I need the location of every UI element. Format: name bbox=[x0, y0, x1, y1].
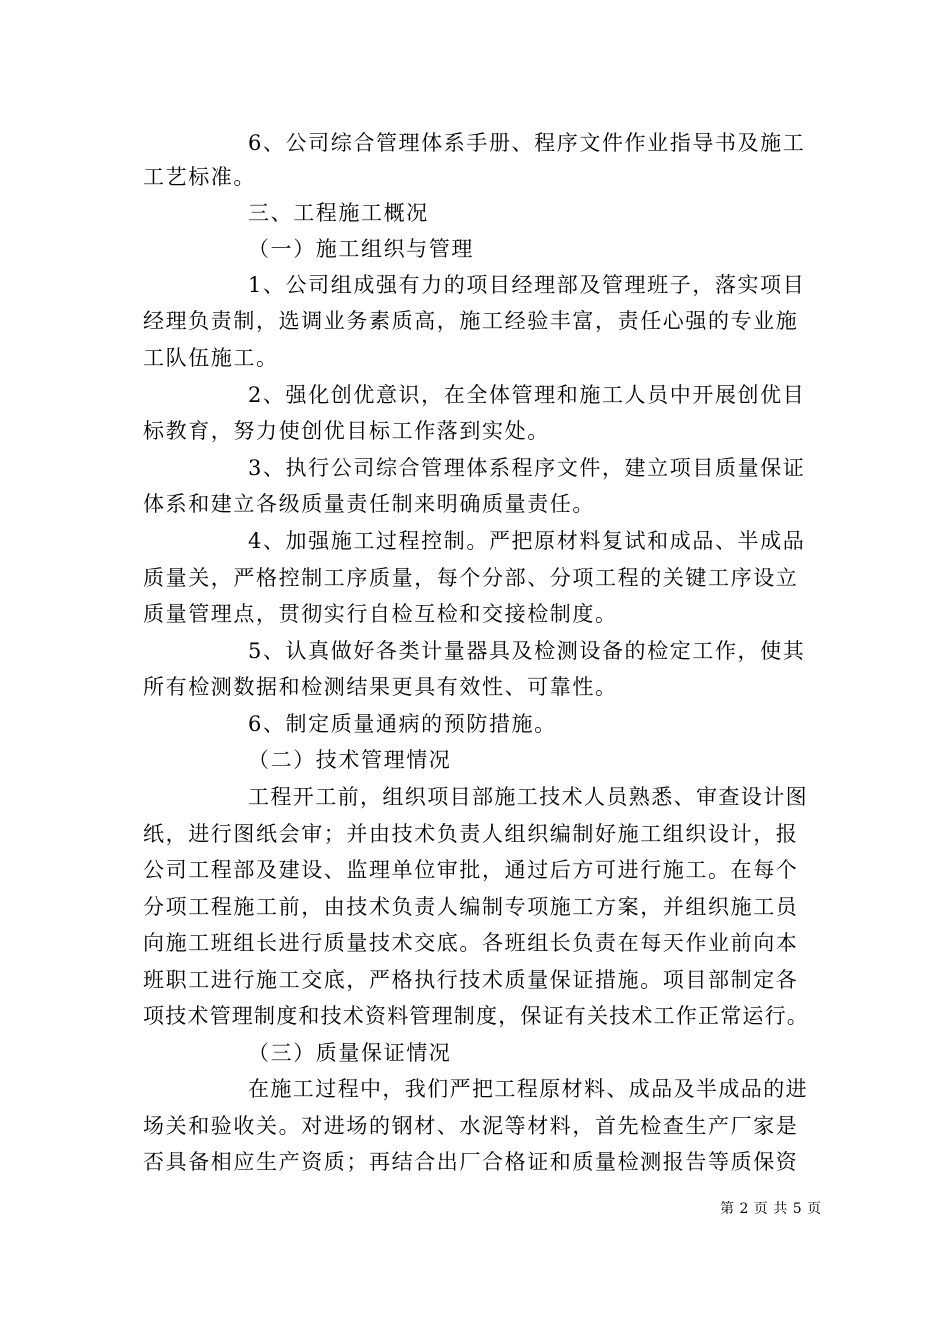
text-line: 4、加强施工过程控制。严把原材料复试和成品、半成品 bbox=[248, 529, 806, 553]
text-line: 工队伍施工。 bbox=[143, 346, 279, 370]
text-line: 公司工程部及建设、监理单位审批，通过后方可进行施工。在每个 bbox=[143, 858, 799, 882]
text-line: 场关和验收关。对进场的钢材、水泥等材料，首先检查生产厂家是 bbox=[143, 1114, 799, 1138]
text-line: 班职工进行施工交底，严格执行技术质量保证措施。项目部制定各 bbox=[143, 968, 799, 992]
text-line: 否具备相应生产资质；再结合出厂合格证和质量检测报告等质保资 bbox=[143, 1150, 799, 1174]
text-line: 质量关，严格控制工序质量，每个分部、分项工程的关键工序设立 bbox=[143, 566, 799, 590]
text-line: 向施工班组长进行质量技术交底。各班组长负责在每天作业前向本 bbox=[143, 931, 799, 955]
text-line: 1、公司组成强有力的项目经理部及管理班子，落实项目 bbox=[248, 273, 806, 297]
text-line: 工程开工前，组织项目部施工技术人员熟悉、审查设计图 bbox=[248, 785, 808, 809]
text-line: 5、认真做好各类计量器具及检测设备的检定工作，使其 bbox=[248, 639, 806, 663]
text-line: 标教育，努力使创优目标工作落到实处。 bbox=[143, 419, 550, 443]
subsection-heading: （二）技术管理情况 bbox=[248, 748, 452, 772]
subsection-heading: （一）施工组织与管理 bbox=[248, 237, 474, 261]
text-line: 在施工过程中，我们严把工程原材料、成品及半成品的进 bbox=[248, 1077, 808, 1101]
page-number-footer: 第 2 页 共 5 页 bbox=[720, 1201, 822, 1217]
text-line: 项技术管理制度和技术资料管理制度，保证有关技术工作正常运行。 bbox=[143, 1004, 809, 1028]
text-line: 3、执行公司综合管理体系程序文件，建立项目质量保证 bbox=[248, 456, 806, 480]
text-line: 2、强化创优意识，在全体管理和施工人员中开展创优目 bbox=[248, 383, 806, 407]
text-line: 体系和建立各级质量责任制来明确质量责任。 bbox=[143, 492, 595, 516]
text-line: 纸，进行图纸会审；并由技术负责人组织编制好施工组织设计，报 bbox=[143, 822, 799, 846]
text-line: 质量管理点，贯彻实行自检互检和交接检制度。 bbox=[143, 602, 618, 626]
text-line: 经理负责制，选调业务素质高，施工经验丰富，责任心强的专业施 bbox=[143, 309, 799, 333]
text-line: 分项工程施工前，由技术负责人编制专项施工方案，并组织施工员 bbox=[143, 895, 799, 919]
text-line: 6、公司综合管理体系手册、程序文件作业指导书及施工 bbox=[248, 131, 806, 155]
text-line: 工艺标准。 bbox=[143, 165, 256, 189]
text-line: 所有检测数据和检测结果更具有效性、可靠性。 bbox=[143, 675, 618, 699]
text-line: 6、制定质量通病的预防措施。 bbox=[248, 712, 557, 736]
section-heading: 三、工程施工概况 bbox=[248, 201, 429, 225]
subsection-heading: （三）质量保证情况 bbox=[248, 1041, 452, 1065]
